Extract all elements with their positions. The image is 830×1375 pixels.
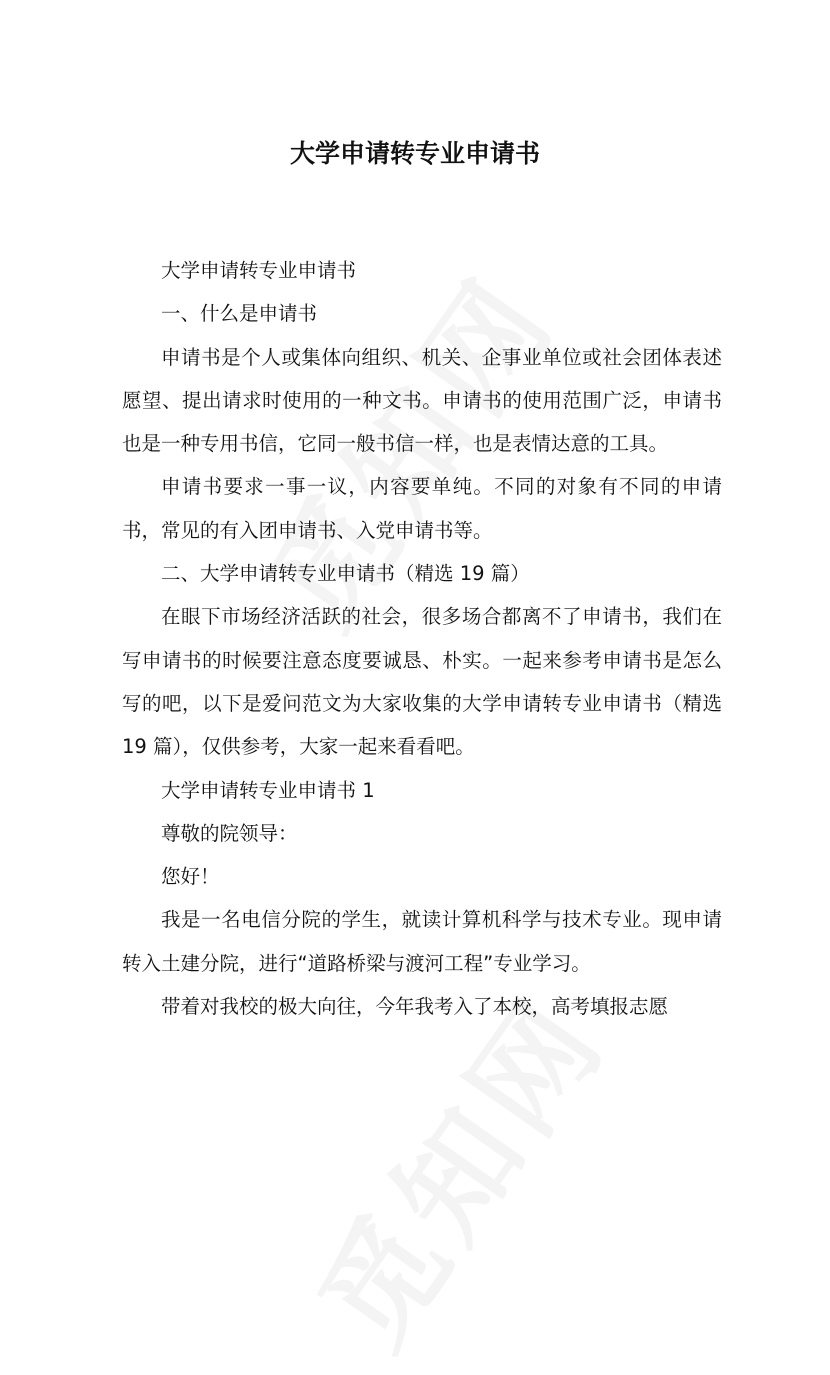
paragraph: 申请书是个人或集体向组织、机关、企事业单位或社会团体表述愿望、提出请求时使用的一种文书。申请书的使用范围广泛，申请书也是一种专用书信，它同一般书信一样，也是表情达意的工具。 bbox=[122, 345, 722, 456]
letter-salutation: 尊敬的院领导： bbox=[161, 821, 298, 845]
document-body bbox=[122, 249, 722, 1028]
paragraph: 大学申请转专业申请书 bbox=[161, 259, 357, 282]
paragraph: 在眼下市场经济活跃的社会，很多场合都离不了申请书，我们在写申请书的时候要注意态度要诚恳、朴实。一起来参考申请书是怎么写的吧，以下是爱问范文为大家收集的大学申请转专业申请书（精选 19 篇），仅供参考，大家一起来看看吧。 bbox=[122, 605, 722, 759]
section-heading: 一、什么是申请书 bbox=[161, 302, 318, 326]
paragraph: 带着对我校的极大向往，今年我考入了本校，高考填报志愿 bbox=[161, 995, 669, 1019]
section-heading: 二、大学申请转专业申请书（精选 19 篇） bbox=[161, 562, 530, 586]
letter-heading: 大学申请转专业申请书 1 bbox=[161, 778, 375, 802]
paragraph: 我是一名电信分院的学生，就读计算机科学与技术专业。现申请转入土建分院，进行“道路桥梁与渡河工程”专业学习。 bbox=[122, 908, 722, 975]
paragraph: 申请书要求一事一议，内容要单纯。不同的对象有不同的申请书，常见的有入团申请书、入党申请书等。 bbox=[122, 475, 722, 542]
letter-greeting: 您好！ bbox=[161, 865, 220, 889]
document-title: 大学申请转专业申请书 bbox=[289, 139, 540, 168]
